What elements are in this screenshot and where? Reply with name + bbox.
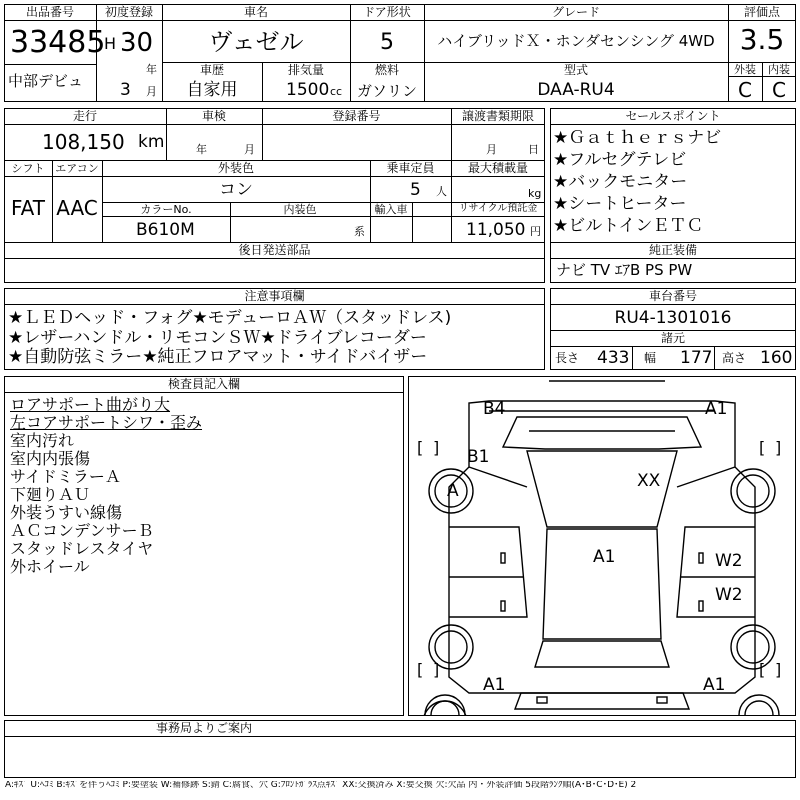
- recycle-unit: 円: [530, 225, 541, 238]
- svg-text:]: ]: [433, 438, 440, 457]
- sales-point-item: ★シートヒーター: [553, 194, 687, 214]
- car-diagram: [408, 376, 796, 716]
- exterior-color-header: 外装色: [217, 161, 254, 175]
- transfer-deadline-header: 譲渡書類期限: [461, 109, 534, 123]
- legend-text: A:ｷｽﾞ U:ﾍｺﾐ B:ｷｽﾞを伴うﾍｺﾐ P:要塗装 W:補修跡 S:錆 C:腐食、穴 G:ﾌﾛﾝﾄｶﾞﾗｽ点ｷｽﾞ XX:交換済み X:要交換 欠:欠品 内・外装評価 5段階ﾗﾝｸ順(A･B･C･D･E) 2: [5, 781, 637, 790]
- interior-grade: C: [772, 78, 786, 102]
- inspector-header: 検査員記入欄: [167, 377, 240, 391]
- color-number: B610M: [136, 220, 195, 240]
- era-letter: H: [104, 34, 117, 53]
- color-number-header: カラーNo.: [140, 203, 192, 216]
- model-code: DAA-RU4: [537, 80, 615, 100]
- overall-score: 3.5: [739, 23, 785, 56]
- svg-text:[: [: [417, 660, 424, 679]
- capacity-header: 乗車定員: [386, 161, 435, 175]
- import-header: 輸入車: [374, 203, 408, 216]
- door-header: ドア形状: [363, 5, 411, 19]
- displacement-unit: cc: [330, 85, 343, 98]
- note-line: ★自動防弦ミラー★純正フロアマット・サイドバイザー: [8, 347, 428, 367]
- vehicle-history: 自家用: [186, 80, 238, 100]
- damage-mark: A1: [705, 399, 728, 419]
- inspection-header: 車検: [201, 109, 226, 123]
- lot-number: 33485: [10, 25, 106, 60]
- svg-text:]: ]: [775, 438, 782, 457]
- damage-mark: B1: [467, 447, 490, 467]
- transfer-day-unit: 日: [528, 143, 539, 156]
- interior-color-unit: 系: [354, 225, 365, 238]
- damage-mark: W2: [715, 585, 743, 605]
- year-unit: 年: [146, 63, 157, 76]
- exterior-color: コン: [219, 180, 253, 200]
- exterior-grade: C: [738, 78, 752, 102]
- damage-mark: W2: [715, 551, 743, 571]
- damage-mark: A1: [703, 675, 726, 695]
- inspector-remark: 外ホイール: [10, 557, 90, 576]
- month-unit: 月: [146, 85, 157, 98]
- sales-points-header: セールスポイント: [625, 109, 721, 123]
- grade-header: グレード: [551, 5, 600, 19]
- plate-header: 登録番号: [332, 109, 381, 123]
- venue-name: 中部デビュ: [8, 72, 84, 90]
- displacement-header: 排気量: [287, 63, 324, 77]
- displacement-value: 1500: [286, 80, 330, 100]
- width-value: 177: [680, 348, 713, 368]
- sales-point-item: ★Ｇａｔｈｅｒｓナビ: [553, 128, 722, 148]
- inspector-remark: ロアサポート曲がり大: [10, 395, 171, 414]
- lot-number-header: 出品番号: [25, 5, 74, 19]
- capacity-value: 5: [410, 180, 421, 200]
- svg-text:]: ]: [433, 660, 440, 679]
- width-label: 幅: [644, 351, 657, 365]
- sales-point-item: ★ビルトインＥＴＣ: [553, 216, 704, 236]
- recycle-value: 11,050: [466, 220, 526, 240]
- equipment-list: ナビ TV ｴｱB PS PW: [556, 261, 693, 279]
- damage-mark: B4: [483, 399, 506, 419]
- mileage-header: 走行: [72, 109, 97, 123]
- grade-value: ハイブリッドＸ・ホンダセンシング 4WD: [437, 32, 715, 50]
- svg-text:[: [: [759, 660, 766, 679]
- inspector-remarks-list: [10, 396, 400, 576]
- height-value: 160: [760, 348, 793, 368]
- damage-mark: A1: [483, 675, 506, 695]
- car-name: ヴェゼル: [208, 28, 304, 56]
- fuel-header: 燃料: [374, 63, 399, 77]
- damage-mark: A1: [593, 547, 616, 567]
- inspector-remark: 下廻りＡＵ: [10, 485, 91, 504]
- shift-value: FAT: [10, 196, 45, 220]
- notes-header: 注意事項欄: [244, 289, 305, 303]
- interior-color-header: 内装色: [283, 203, 317, 216]
- office-header: 事務局よりご案内: [155, 721, 252, 735]
- inspection-year-unit: 年: [196, 143, 207, 156]
- chassis-number: RU4-1301016: [614, 308, 732, 328]
- note-line: ★レザーハンドル・リモコンＳＷ★ドライブレコーダー: [8, 328, 427, 348]
- history-header: 車歴: [199, 63, 224, 77]
- inspector-remark: サイドミラーＡ: [10, 467, 121, 486]
- exterior-header: 外装: [734, 63, 756, 76]
- inspector-remark: スタッドレスタイヤ: [10, 539, 154, 558]
- length-value: 433: [597, 348, 630, 368]
- parts-header: 後日発送部品: [238, 243, 311, 257]
- mileage-unit: km: [138, 132, 165, 152]
- score-header: 評価点: [743, 5, 780, 19]
- inspection-month-unit: 月: [244, 143, 255, 156]
- height-label: 高さ: [722, 351, 747, 365]
- shift-header: シフト: [11, 162, 45, 175]
- length-label: 長さ: [555, 351, 580, 365]
- max-load-header: 最大積載量: [467, 161, 528, 175]
- dimensions-header: 諸元: [660, 331, 685, 345]
- registration-year: 30: [120, 28, 154, 58]
- chassis-header: 車台番号: [648, 289, 697, 303]
- svg-text:[: [: [759, 438, 766, 457]
- note-line: ★ＬＥＤヘッド・フォグ★モデューロＡＷ（スタッドレス): [8, 308, 452, 328]
- interior-header: 内装: [768, 63, 790, 76]
- svg-text:]: ]: [775, 660, 782, 679]
- mileage-value: 108,150: [42, 130, 125, 154]
- registration-month: 3: [120, 80, 131, 100]
- model-header: 型式: [563, 63, 588, 77]
- svg-text:[: [: [417, 438, 424, 457]
- inspector-remark: 外装うすい線傷: [10, 503, 123, 522]
- sales-point-item: ★フルセグテレビ: [553, 150, 687, 170]
- inspector-remark: 室内内張傷: [10, 449, 91, 468]
- first-registration-header: 初度登録: [104, 5, 153, 19]
- damage-mark: XX: [637, 471, 661, 491]
- inspector-remark: 左コアサポートシワ・歪み: [10, 413, 203, 432]
- aircon-value: AAC: [56, 196, 98, 220]
- inspector-remark: ＡＣコンデンサーＢ: [10, 521, 154, 540]
- transfer-month-unit: 月: [486, 143, 497, 156]
- aircon-header: エアコン: [55, 162, 99, 175]
- damage-mark: A: [447, 481, 459, 501]
- capacity-unit: 人: [436, 185, 447, 198]
- door-count: 5: [380, 30, 394, 55]
- recycle-header: リサイクル預託金: [458, 203, 538, 214]
- sales-point-item: ★バックモニター: [553, 172, 688, 192]
- fuel-type: ガソリン: [356, 82, 417, 100]
- max-load-unit: kg: [528, 187, 542, 200]
- car-name-header: 車名: [243, 5, 268, 19]
- inspector-remark: 室内汚れ: [10, 431, 75, 450]
- equipment-header: 純正装備: [648, 243, 697, 257]
